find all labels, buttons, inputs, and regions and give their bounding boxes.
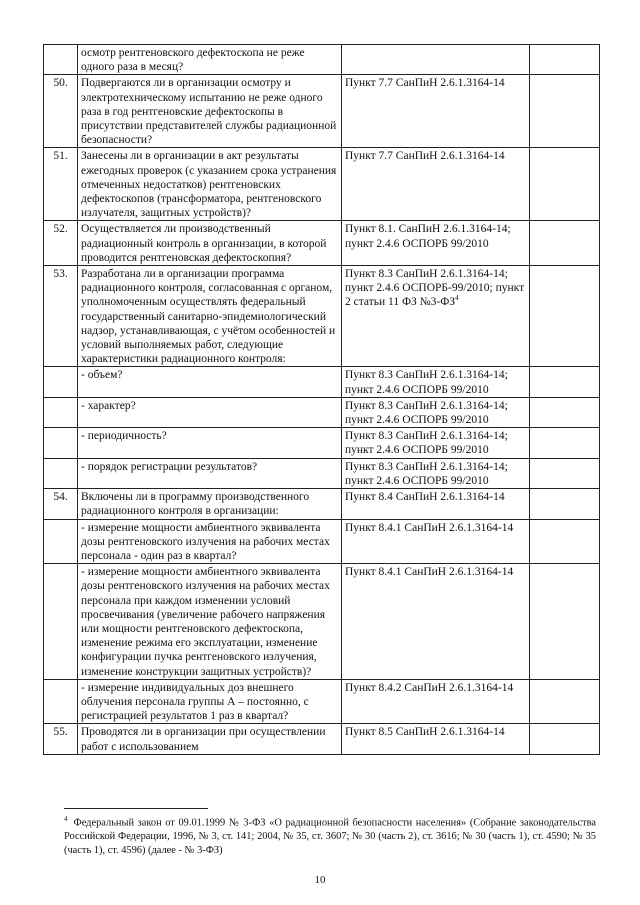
footnote: [64, 812, 596, 858]
table-row: [44, 724, 600, 754]
page-number: 10: [314, 874, 326, 886]
table-row: [44, 519, 600, 564]
row-number: [44, 397, 78, 427]
result-cell: [530, 75, 600, 148]
row-number: [44, 679, 78, 724]
row-number: 51.: [44, 148, 78, 221]
question-text: Занесены ли в организации в акт результаты ежегодных проверок (с указанием срока устранения отмеченных недостатков) рентгеновских дефектоскопов (трансформатора, рентгеновского излучателя, защитных устройств)?: [78, 148, 342, 221]
row-number: [44, 45, 78, 75]
row-number: [44, 564, 78, 680]
table-row: [44, 266, 600, 367]
row-number: 54.: [44, 489, 78, 519]
table-row: [44, 367, 600, 397]
result-cell: [530, 148, 600, 221]
result-cell: [530, 724, 600, 754]
question-text: - измерение мощности амбиентного эквивалента дозы рентгеновского излучения на рабочих местах персонала - один раз в квартал?: [78, 519, 342, 564]
table-row: [44, 458, 600, 488]
result-cell: [530, 397, 600, 427]
question-text: - характер?: [78, 397, 342, 427]
reference-text: [342, 45, 530, 75]
footnote-reference: 4: [455, 294, 459, 303]
result-cell: [530, 458, 600, 488]
reference-text: Пункт 8.3 СанПиН 2.6.1.3164-14; пункт 2.4.6 ОСПОРБ 99/2010: [342, 367, 530, 397]
reference-text: Пункт 7.7 СанПиН 2.6.1.3164-14: [342, 75, 530, 148]
row-number: [44, 367, 78, 397]
reference-text: Пункт 8.3 СанПиН 2.6.1.3164-14; пункт 2.4.6 ОСПОРБ 99/2010: [342, 397, 530, 427]
row-number: 52.: [44, 221, 78, 266]
row-number: [44, 458, 78, 488]
row-number: [44, 428, 78, 458]
table-row: [44, 489, 600, 519]
result-cell: [530, 564, 600, 680]
row-number: 53.: [44, 266, 78, 367]
reference-text: Пункт 8.4 СанПиН 2.6.1.3164-14: [342, 489, 530, 519]
result-cell: [530, 367, 600, 397]
result-cell: [530, 45, 600, 75]
table-row: [44, 679, 600, 724]
table-row: [44, 428, 600, 458]
table-row: [44, 75, 600, 148]
question-text: Включены ли в программу производственного радиационного контроля в организации:: [78, 489, 342, 519]
table-row: [44, 45, 600, 75]
question-text: Подвергаются ли в организации осмотру и электротехническому испытанию не реже одного раза в год рентгеновские дефектоскопы в присутствии представителей службы радиационной безопасности?: [78, 75, 342, 148]
question-text: Осуществляется ли производственный радиационный контроль в организации, в которой проводится рентгеновская дефектоскопия?: [78, 221, 342, 266]
reference-text: Пункт 8.3 СанПиН 2.6.1.3164-14; пункт 2.4.6 ОСПОРБ-99/2010; пункт 2 статьи 11 ФЗ №3-ФЗ: [345, 268, 525, 309]
question-text: Проводятся ли в организации при осуществлении работ с использованием: [78, 724, 342, 754]
table-row: [44, 397, 600, 427]
question-text: Разработана ли в организации программа радиационного контроля, согласованная с органом, уполномоченным осуществлять федеральный государственный санитарно-эпидемиологический надзор, устанавливающая, с учётом особенностей и условий выполняемых работ, следующие характеристики радиационного контроля:: [78, 266, 342, 367]
reference-text: Пункт 8.4.1 СанПиН 2.6.1.3164-14: [342, 519, 530, 564]
checklist-table: [43, 44, 600, 755]
result-cell: [530, 679, 600, 724]
result-cell: [530, 489, 600, 519]
result-cell: [530, 428, 600, 458]
footnote-divider: [64, 808, 208, 809]
result-cell: [530, 266, 600, 367]
question-text: - измерение мощности амбиентного эквивалента дозы рентгеновского излучения на рабочих местах персонала при каждом изменении условий просвечивания (увеличение рабочего напряжения или мощности рентгеновского дефектоскопа, изменение режима его эксплуатации, изменение конфигурации пучка рентгеновского излучения, изменение конструкции защитных устройств)?: [78, 564, 342, 680]
table-row: [44, 564, 600, 680]
question-text: - периодичность?: [78, 428, 342, 458]
result-cell: [530, 519, 600, 564]
footnote-text: Федеральный закон от 09.01.1999 № 3-ФЗ «О радиационной безопасности населения» (Собрание законодательства Российской Федерации, 1996, № 3, ст. 141; 2004, № 35, ст. 3607; № 30 (часть 2), ст. 3616; № 30 (часть 1), ст. 4590; № 35 (часть 1), ст. 4596) (далее - № 3-ФЗ): [64, 817, 596, 857]
reference-text: Пункт 8.4.2 СанПиН 2.6.1.3164-14: [342, 679, 530, 724]
reference-text: Пункт 8.4.1 СанПиН 2.6.1.3164-14: [342, 564, 530, 680]
reference-text: Пункт 7.7 СанПиН 2.6.1.3164-14: [342, 148, 530, 221]
question-text: - измерение индивидуальных доз внешнего облучения персонала группы А – постоянно, с регистрацией результатов 1 раз в квартал?: [78, 679, 342, 724]
reference-cell: [342, 266, 530, 367]
question-text: - порядок регистрации результатов?: [78, 458, 342, 488]
reference-text: Пункт 8.1. СанПиН 2.6.1.3164-14; пункт 2.4.6 ОСПОРБ 99/2010: [342, 221, 530, 266]
table-row: [44, 148, 600, 221]
row-number: 55.: [44, 724, 78, 754]
reference-text: Пункт 8.3 СанПиН 2.6.1.3164-14; пункт 2.4.6 ОСПОРБ 99/2010: [342, 428, 530, 458]
footnote-mark: 4: [64, 815, 68, 823]
reference-text: Пункт 8.5 СанПиН 2.6.1.3164-14: [342, 724, 530, 754]
question-text: - объем?: [78, 367, 342, 397]
reference-text: Пункт 8.3 СанПиН 2.6.1.3164-14; пункт 2.4.6 ОСПОРБ 99/2010: [342, 458, 530, 488]
row-number: [44, 519, 78, 564]
question-text: осмотр рентгеновского дефектоскопа не реже одного раза в месяц?: [78, 45, 342, 75]
result-cell: [530, 221, 600, 266]
table-row: [44, 221, 600, 266]
row-number: 50.: [44, 75, 78, 148]
